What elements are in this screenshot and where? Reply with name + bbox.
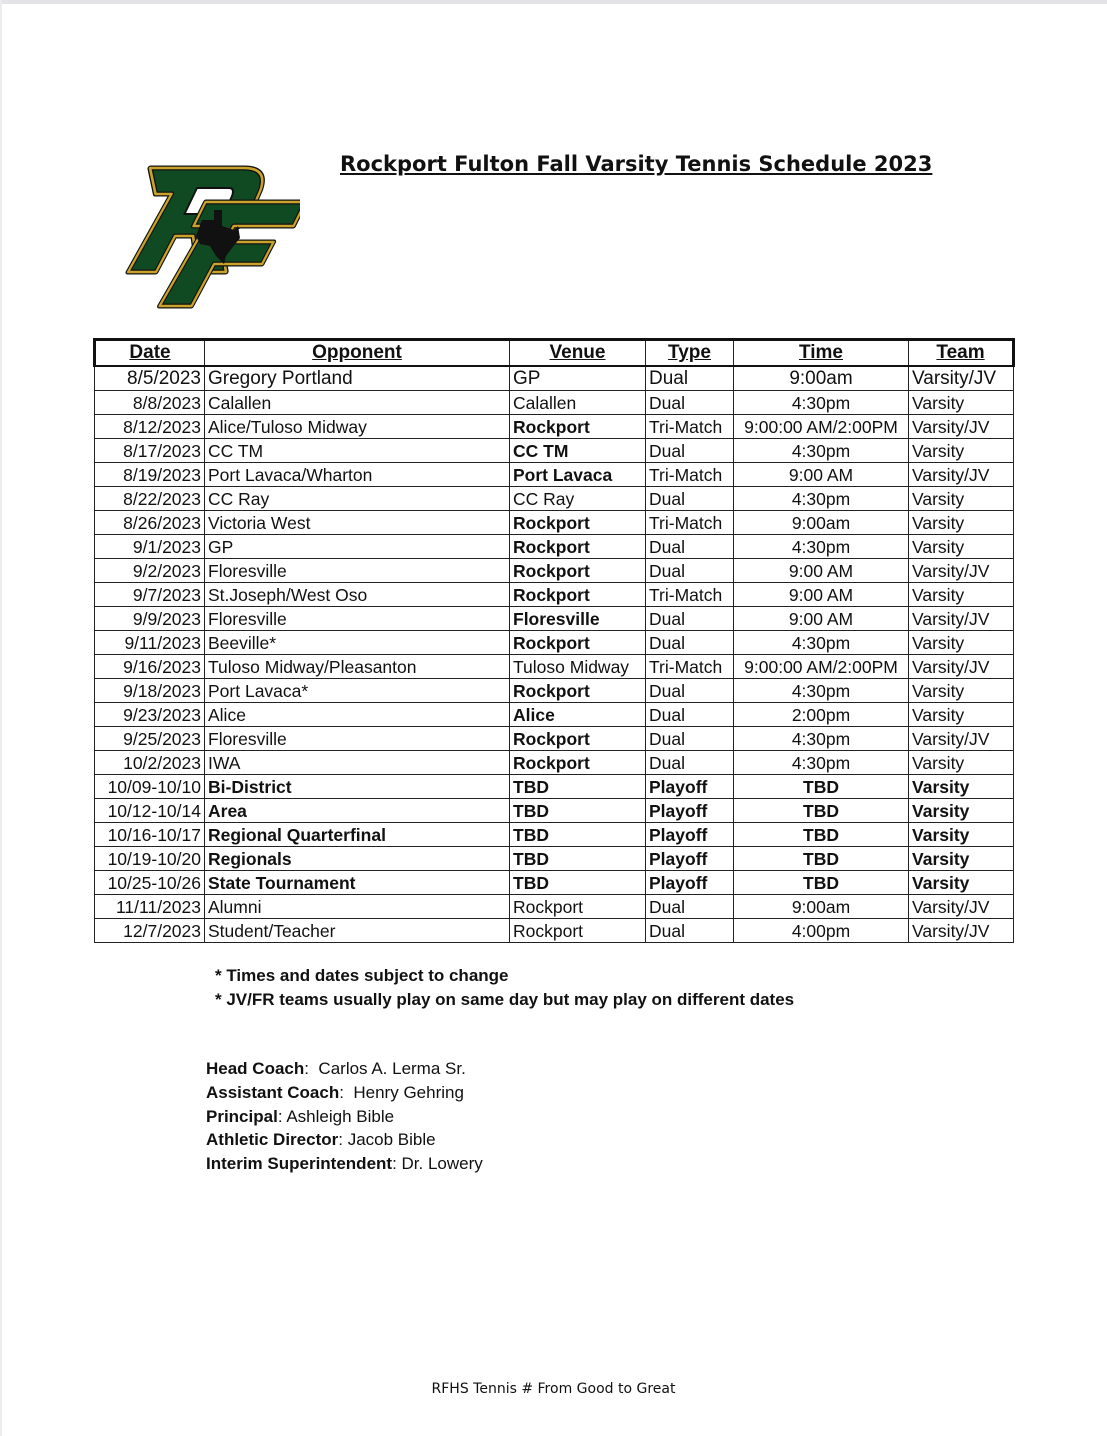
cell-type: Playoff bbox=[646, 799, 734, 823]
cell-date: 9/1/2023 bbox=[95, 535, 205, 559]
cell-time: TBD bbox=[734, 847, 909, 871]
cell-venue: Rockport bbox=[510, 511, 646, 535]
cell-team: Varsity bbox=[909, 775, 1014, 799]
cell-time: 9:00am bbox=[734, 895, 909, 919]
cell-team: Varsity bbox=[909, 535, 1014, 559]
cell-venue: Rockport bbox=[510, 895, 646, 919]
cell-venue: Rockport bbox=[510, 727, 646, 751]
cell-opponent: Floresville bbox=[205, 607, 510, 631]
page-footer: RFHS Tennis # From Good to Great bbox=[431, 1381, 676, 1397]
cell-opponent: CC Ray bbox=[205, 487, 510, 511]
header-date: Date bbox=[95, 340, 205, 367]
cell-time: 9:00 AM bbox=[734, 463, 909, 487]
cell-type: Playoff bbox=[646, 775, 734, 799]
cell-team: Varsity bbox=[909, 751, 1014, 775]
cell-venue: TBD bbox=[510, 847, 646, 871]
cell-type: Dual bbox=[646, 919, 734, 943]
table-row bbox=[95, 391, 1014, 415]
header-venue: Venue bbox=[510, 340, 646, 367]
cell-venue: CC Ray bbox=[510, 487, 646, 511]
cell-time: TBD bbox=[734, 823, 909, 847]
cell-time: 4:30pm bbox=[734, 631, 909, 655]
cell-type: Dual bbox=[646, 559, 734, 583]
cell-time: TBD bbox=[734, 799, 909, 823]
cell-time: 4:30pm bbox=[734, 487, 909, 511]
cell-type: Playoff bbox=[646, 823, 734, 847]
cell-team: Varsity bbox=[909, 631, 1014, 655]
header-opponent: Opponent bbox=[205, 340, 510, 367]
table-row bbox=[95, 751, 1014, 775]
cell-opponent: Alumni bbox=[205, 895, 510, 919]
cell-venue: TBD bbox=[510, 871, 646, 895]
staff-principal: Principal: Ashleigh Bible bbox=[206, 1106, 395, 1126]
cell-type: Tri-Match bbox=[646, 583, 734, 607]
cell-venue: Rockport bbox=[510, 679, 646, 703]
staff-role: Principal bbox=[206, 1106, 278, 1126]
cell-team: Varsity bbox=[909, 847, 1014, 871]
table-row bbox=[95, 415, 1014, 439]
cell-opponent: Tuloso Midway/Pleasanton bbox=[205, 655, 510, 679]
cell-opponent: Bi-District bbox=[205, 775, 510, 799]
cell-date: 11/11/2023 bbox=[95, 895, 205, 919]
staff-athletic-director: Athletic Director: Jacob Bible bbox=[206, 1130, 436, 1150]
staff-name: Dr. Lowery bbox=[401, 1154, 483, 1174]
cell-venue: Alice bbox=[510, 703, 646, 727]
page-top-border bbox=[0, 0, 1107, 4]
cell-type: Dual bbox=[646, 895, 734, 919]
cell-team: Varsity bbox=[909, 703, 1014, 727]
cell-venue: CC TM bbox=[510, 439, 646, 463]
cell-time: 4:30pm bbox=[734, 535, 909, 559]
cell-type: Dual bbox=[646, 439, 734, 463]
table-row bbox=[95, 847, 1014, 871]
cell-venue: GP bbox=[510, 366, 646, 391]
cell-date: 9/25/2023 bbox=[95, 727, 205, 751]
cell-time: TBD bbox=[734, 871, 909, 895]
table-header-row bbox=[95, 340, 1014, 367]
cell-opponent: St.Joseph/West Oso bbox=[205, 583, 510, 607]
cell-team: Varsity bbox=[909, 487, 1014, 511]
cell-venue: TBD bbox=[510, 823, 646, 847]
cell-time: 9:00:00 AM/2:00PM bbox=[734, 415, 909, 439]
cell-type: Dual bbox=[646, 703, 734, 727]
cell-date: 8/26/2023 bbox=[95, 511, 205, 535]
cell-date: 8/8/2023 bbox=[95, 391, 205, 415]
cell-venue: Tuloso Midway bbox=[510, 655, 646, 679]
page-title: Rockport Fulton Fall Varsity Tennis Schedule 2023 bbox=[340, 152, 933, 176]
cell-type: Tri-Match bbox=[646, 511, 734, 535]
cell-time: 4:00pm bbox=[734, 919, 909, 943]
cell-time: 9:00am bbox=[734, 511, 909, 535]
cell-date: 9/9/2023 bbox=[95, 607, 205, 631]
cell-type: Tri-Match bbox=[646, 655, 734, 679]
table-row bbox=[95, 583, 1014, 607]
cell-type: Playoff bbox=[646, 871, 734, 895]
cell-opponent: Gregory Portland bbox=[205, 366, 510, 391]
cell-team: Varsity bbox=[909, 391, 1014, 415]
cell-venue: Rockport bbox=[510, 583, 646, 607]
cell-time: TBD bbox=[734, 775, 909, 799]
cell-opponent: Victoria West bbox=[205, 511, 510, 535]
cell-time: 4:30pm bbox=[734, 391, 909, 415]
cell-date: 9/2/2023 bbox=[95, 559, 205, 583]
cell-team: Varsity/JV bbox=[909, 655, 1014, 679]
staff-name: Carlos A. Lerma Sr. bbox=[318, 1059, 466, 1078]
cell-venue: Calallen bbox=[510, 391, 646, 415]
cell-date: 10/16-10/17 bbox=[95, 823, 205, 847]
cell-venue: Floresville bbox=[510, 607, 646, 631]
table-row bbox=[95, 463, 1014, 487]
cell-date: 9/18/2023 bbox=[95, 679, 205, 703]
table-row bbox=[95, 775, 1014, 799]
cell-opponent: Regionals bbox=[205, 847, 510, 871]
cell-time: 9:00 AM bbox=[734, 607, 909, 631]
cell-date: 8/17/2023 bbox=[95, 439, 205, 463]
cell-opponent: Regional Quarterfinal bbox=[205, 823, 510, 847]
staff-role: Athletic Director bbox=[206, 1130, 339, 1150]
cell-date: 9/7/2023 bbox=[95, 583, 205, 607]
table-row bbox=[95, 679, 1014, 703]
cell-type: Dual bbox=[646, 631, 734, 655]
cell-team: Varsity bbox=[909, 439, 1014, 463]
schedule-table bbox=[93, 338, 1015, 943]
cell-date: 10/12-10/14 bbox=[95, 799, 205, 823]
cell-venue: Rockport bbox=[510, 559, 646, 583]
header-team: Team bbox=[909, 340, 1014, 367]
staff-role: Head Coach bbox=[206, 1059, 305, 1078]
cell-team: Varsity/JV bbox=[909, 463, 1014, 487]
cell-venue: Port Lavaca bbox=[510, 463, 646, 487]
cell-type: Tri-Match bbox=[646, 463, 734, 487]
staff-head-coach: Head Coach: Carlos A. Lerma Sr. bbox=[206, 1059, 466, 1078]
cell-type: Dual bbox=[646, 751, 734, 775]
cell-opponent: Beeville* bbox=[205, 631, 510, 655]
cell-opponent: Student/Teacher bbox=[205, 919, 510, 943]
table-row bbox=[95, 487, 1014, 511]
table-row bbox=[95, 631, 1014, 655]
cell-date: 10/19-10/20 bbox=[95, 847, 205, 871]
cell-opponent: State Tournament bbox=[205, 871, 510, 895]
cell-opponent: CC TM bbox=[205, 439, 510, 463]
cell-opponent: Port Lavaca/Wharton bbox=[205, 463, 510, 487]
cell-time: 9:00am bbox=[734, 366, 909, 391]
cell-opponent: Port Lavaca* bbox=[205, 679, 510, 703]
table-row bbox=[95, 607, 1014, 631]
cell-type: Dual bbox=[646, 607, 734, 631]
staff-name: Ashleigh Bible bbox=[286, 1106, 395, 1126]
cell-opponent: Alice bbox=[205, 703, 510, 727]
cell-team: Varsity bbox=[909, 823, 1014, 847]
cell-team: Varsity/JV bbox=[909, 919, 1014, 943]
table-row bbox=[95, 655, 1014, 679]
staff-name: Henry Gehring bbox=[353, 1082, 464, 1102]
cell-time: 4:30pm bbox=[734, 439, 909, 463]
cell-opponent: GP bbox=[205, 535, 510, 559]
cell-date: 10/25-10/26 bbox=[95, 871, 205, 895]
cell-date: 9/23/2023 bbox=[95, 703, 205, 727]
table-row bbox=[95, 703, 1014, 727]
cell-team: Varsity bbox=[909, 679, 1014, 703]
cell-type: Dual bbox=[646, 727, 734, 751]
cell-opponent: Floresville bbox=[205, 559, 510, 583]
cell-venue: Rockport bbox=[510, 415, 646, 439]
table-row bbox=[95, 871, 1014, 895]
note-times-subject: * Times and dates subject to change bbox=[215, 966, 509, 985]
cell-date: 8/5/2023 bbox=[95, 366, 205, 391]
cell-date: 9/11/2023 bbox=[95, 631, 205, 655]
cell-team: Varsity bbox=[909, 799, 1014, 823]
header-time: Time bbox=[734, 340, 909, 367]
table-row bbox=[95, 366, 1014, 391]
cell-team: Varsity/JV bbox=[909, 727, 1014, 751]
cell-type: Tri-Match bbox=[646, 415, 734, 439]
table-row bbox=[95, 799, 1014, 823]
cell-date: 8/22/2023 bbox=[95, 487, 205, 511]
cell-type: Playoff bbox=[646, 847, 734, 871]
table-row bbox=[95, 727, 1014, 751]
cell-date: 8/19/2023 bbox=[95, 463, 205, 487]
cell-opponent: Alice/Tuloso Midway bbox=[205, 415, 510, 439]
cell-team: Varsity/JV bbox=[909, 415, 1014, 439]
cell-opponent: Calallen bbox=[205, 391, 510, 415]
cell-date: 10/09-10/10 bbox=[95, 775, 205, 799]
cell-time: 9:00 AM bbox=[734, 559, 909, 583]
cell-opponent: Floresville bbox=[205, 727, 510, 751]
cell-team: Varsity/JV bbox=[909, 559, 1014, 583]
cell-date: 10/2/2023 bbox=[95, 751, 205, 775]
cell-team: Varsity/JV bbox=[909, 607, 1014, 631]
cell-team: Varsity bbox=[909, 511, 1014, 535]
cell-team: Varsity bbox=[909, 871, 1014, 895]
cell-type: Dual bbox=[646, 391, 734, 415]
cell-team: Varsity bbox=[909, 583, 1014, 607]
staff-superintendent: Interim Superintendent: Dr. Lowery bbox=[206, 1154, 483, 1174]
cell-venue: Rockport bbox=[510, 751, 646, 775]
cell-venue: Rockport bbox=[510, 631, 646, 655]
cell-venue: TBD bbox=[510, 799, 646, 823]
cell-opponent: Area bbox=[205, 799, 510, 823]
header-type: Type bbox=[646, 340, 734, 367]
cell-type: Dual bbox=[646, 487, 734, 511]
table-row bbox=[95, 511, 1014, 535]
staff-role: Interim Superintendent bbox=[206, 1154, 393, 1174]
cell-opponent: IWA bbox=[205, 751, 510, 775]
staff-role: Assistant Coach bbox=[206, 1082, 340, 1102]
cell-team: Varsity/JV bbox=[909, 366, 1014, 391]
cell-venue: Rockport bbox=[510, 535, 646, 559]
staff-assistant-coach: Assistant Coach: Henry Gehring bbox=[206, 1082, 464, 1102]
cell-time: 4:30pm bbox=[734, 751, 909, 775]
schedule-notes bbox=[215, 964, 794, 1012]
staff-name: Jacob Bible bbox=[347, 1130, 436, 1150]
table-row bbox=[95, 535, 1014, 559]
cell-team: Varsity/JV bbox=[909, 895, 1014, 919]
staff-list bbox=[206, 1057, 483, 1176]
cell-type: Dual bbox=[646, 535, 734, 559]
cell-venue: Rockport bbox=[510, 919, 646, 943]
cell-date: 9/16/2023 bbox=[95, 655, 205, 679]
table-row bbox=[95, 439, 1014, 463]
cell-date: 12/7/2023 bbox=[95, 919, 205, 943]
table-row bbox=[95, 919, 1014, 943]
table-row bbox=[95, 823, 1014, 847]
cell-time: 9:00:00 AM/2:00PM bbox=[734, 655, 909, 679]
note-jv-fr: * JV/FR teams usually play on same day but may play on different dates bbox=[215, 990, 795, 1009]
cell-type: Dual bbox=[646, 679, 734, 703]
cell-time: 2:00pm bbox=[734, 703, 909, 727]
table-row bbox=[95, 559, 1014, 583]
table-row bbox=[95, 895, 1014, 919]
cell-time: 4:30pm bbox=[734, 727, 909, 751]
cell-time: 9:00 AM bbox=[734, 583, 909, 607]
page-left-border bbox=[0, 0, 2, 1436]
cell-time: 4:30pm bbox=[734, 679, 909, 703]
rf-logo bbox=[104, 160, 300, 310]
cell-type: Dual bbox=[646, 366, 734, 391]
cell-venue: TBD bbox=[510, 775, 646, 799]
cell-date: 8/12/2023 bbox=[95, 415, 205, 439]
